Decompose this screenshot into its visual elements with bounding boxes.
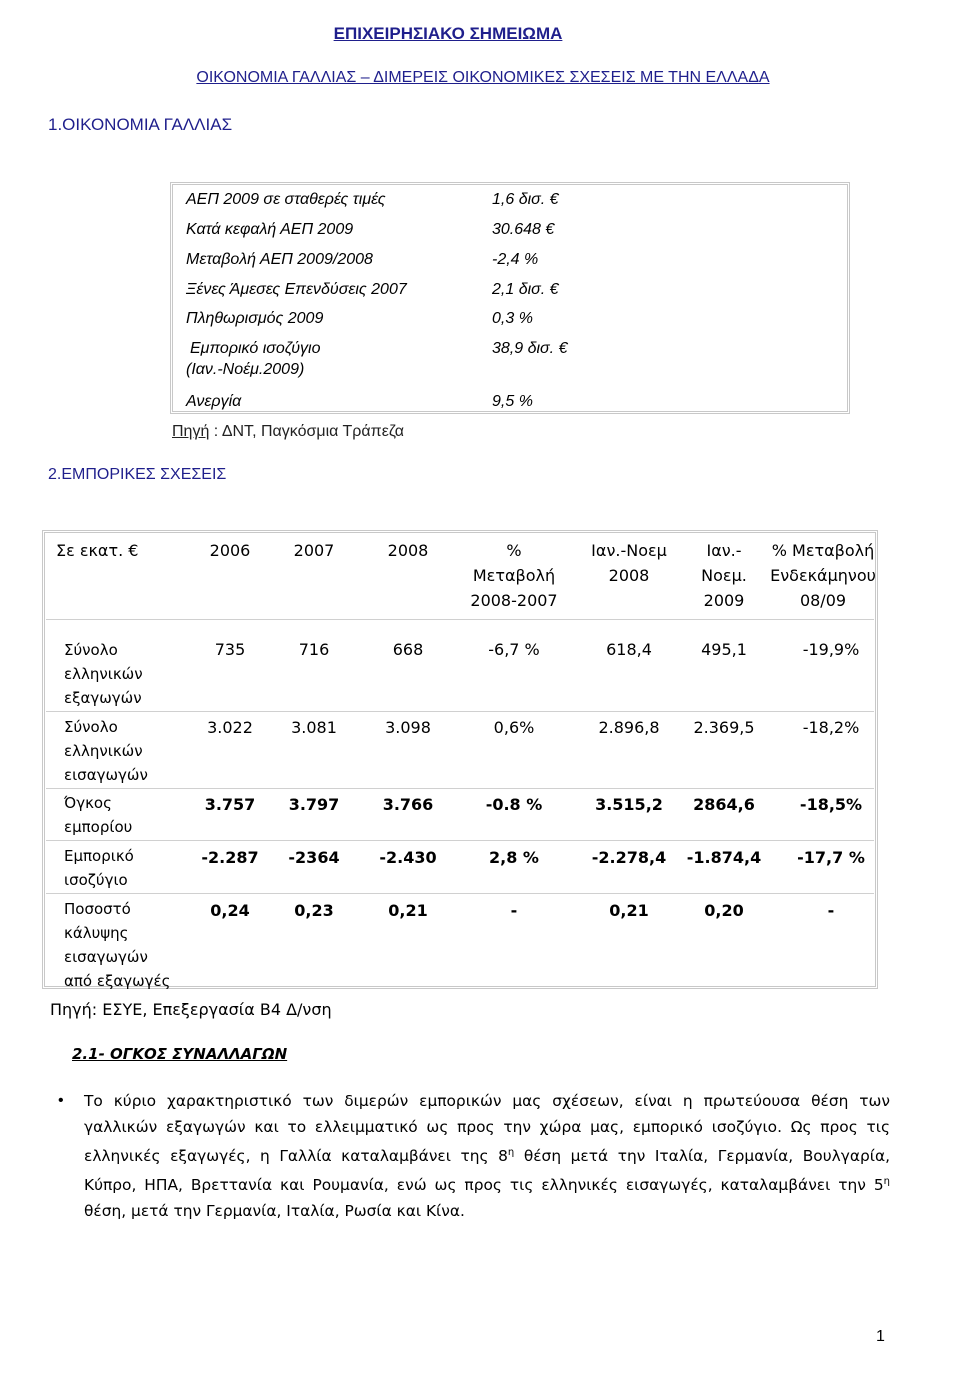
- table-cell: -2364: [288, 848, 340, 867]
- indicator-value: 2,1 δισ. €: [492, 281, 559, 298]
- table-cell: 0,20: [704, 901, 744, 920]
- section-2-1-heading: 2.1- ΟΓΚΟΣ ΣΥΝΑΛΛΑΓΩΝ: [72, 1045, 288, 1063]
- indicator-value: 1,6 δισ. €: [492, 191, 559, 208]
- header-11month-change: 08/09: [799, 591, 847, 610]
- indicator-label: Ανεργία: [186, 393, 242, 410]
- table-divider: [46, 619, 874, 620]
- table-divider: [46, 840, 874, 841]
- table-row-label: κάλυψης: [64, 924, 129, 942]
- table-row-label: ισοζύγιο: [64, 871, 128, 889]
- table-divider: [46, 711, 874, 712]
- section-2-1-paragraph: [84, 1088, 890, 1224]
- bullet-icon: •: [58, 1092, 64, 1109]
- header-pct-change: %: [506, 541, 522, 560]
- table-cell: 0,23: [294, 901, 334, 920]
- table-cell: 668: [392, 640, 424, 659]
- table-cell: 3.797: [288, 795, 340, 814]
- table-cell: 2,8 %: [489, 848, 539, 867]
- header-pct-change: Μεταβολή: [472, 566, 556, 585]
- table-cell: 2864,6: [693, 795, 755, 814]
- table-cell: -2.430: [379, 848, 437, 867]
- table-row-label: εισαγωγών: [64, 948, 148, 966]
- table-row-label: Σύνολο: [64, 641, 118, 659]
- page-number: 1: [876, 1328, 885, 1345]
- indicator-value: -2,4 %: [492, 251, 539, 268]
- table-cell: -17,7 %: [797, 848, 865, 867]
- paragraph-text: θέση μετά την Ιταλία, Γερμανία, Βουλγαρία, Κύπρο, ΗΠΑ, Βρεττανία και Ρουμανία, ενώ ως προς τις ελληνικές εισαγωγές, καταλαμβάνει την 5: [84, 1147, 890, 1195]
- table-cell: 3.022: [207, 718, 253, 737]
- header-unit: Σε εκατ. €: [56, 541, 139, 560]
- table-row-label: Εμπορικό: [64, 847, 134, 865]
- table-cell: 495,1: [701, 640, 747, 659]
- table-cell: -6,7 %: [488, 640, 540, 659]
- table-cell: 0,21: [609, 901, 649, 920]
- indicator-label: Ξένες Άμεσες Επενδύσεις 2007: [186, 281, 407, 298]
- table-cell: 0,21: [388, 901, 428, 920]
- header-2008: 2008: [387, 541, 429, 560]
- table-row-label: Όγκος: [64, 794, 112, 812]
- table-cell: -0.8 %: [485, 795, 543, 814]
- document-subtitle: ΟΙΚΟΝΟΜΙΑ ΓΑΛΛΙΑΣ – ΔΙΜΕΡΕΙΣ ΟΙΚΟΝΟΜΙΚΕΣ ΣΧΕΣΕΙΣ ΜΕ ΤΗΝ ΕΛΛΑΔΑ: [196, 69, 770, 86]
- header-2006: 2006: [209, 541, 251, 560]
- table-cell: -1.874,4: [686, 848, 762, 867]
- section-1-heading: 1.ΟΙΚΟΝΟΜΙΑ ΓΑΛΛΙΑΣ: [48, 115, 233, 134]
- indicators-source: [172, 423, 404, 441]
- indicator-label: (Ιαν.-Νοέμ.2009): [186, 361, 305, 378]
- table-row-label: εμπορίου: [64, 818, 133, 836]
- table-row-label: ελληνικών: [64, 742, 143, 760]
- table-cell: -19,9%: [802, 640, 860, 659]
- indicator-value: 30.648 €: [492, 221, 555, 238]
- source-text: : ΔΝΤ, Παγκόσμια Τράπεζα: [209, 423, 405, 440]
- ordinal-superscript: η: [883, 1176, 890, 1188]
- table-row-label: Σύνολο: [64, 718, 118, 736]
- header-pct-change: 2008-2007: [470, 591, 558, 610]
- document-title: ΕΠΙΧΕΙΡΗΣΙΑΚΟ ΣΗΜΕΙΩΜΑ: [333, 24, 563, 43]
- indicator-label: Κατά κεφαλή ΑΕΠ 2009: [186, 221, 354, 238]
- table-row-label: εισαγωγών: [64, 766, 148, 784]
- section-2-heading: 2.ΕΜΠΟΡΙΚΕΣ ΣΧΕΣΕΙΣ: [48, 466, 227, 483]
- table-cell: 3.766: [382, 795, 434, 814]
- indicator-label: Πληθωρισμός 2009: [186, 310, 324, 327]
- table-cell: 3.757: [204, 795, 256, 814]
- table-cell: 0,24: [210, 901, 250, 920]
- ordinal-superscript: η: [507, 1147, 515, 1158]
- indicator-label: ΑΕΠ 2009 σε σταθερές τιμές: [186, 191, 386, 208]
- indicator-label: Εμπορικό ισοζύγιο: [190, 340, 321, 357]
- header-jan-nov-2009: Ιαν.-: [706, 541, 742, 560]
- header-jan-nov-2008: Ιαν.-Νοεμ: [591, 541, 667, 560]
- header-jan-nov-2009: 2009: [703, 591, 745, 610]
- header-2007: 2007: [293, 541, 335, 560]
- table-cell: -2.287: [201, 848, 259, 867]
- table-cell: -2.278,4: [591, 848, 667, 867]
- table-cell: -18,5%: [799, 795, 863, 814]
- header-jan-nov-2009: Νοεμ.: [701, 566, 747, 585]
- indicator-label: Μεταβολή ΑΕΠ 2009/2008: [186, 251, 373, 268]
- table-cell: 2.896,8: [598, 718, 660, 737]
- table-row-label: ελληνικών: [64, 665, 143, 683]
- table-cell: -: [510, 901, 518, 920]
- indicator-value: 38,9 δισ. €: [492, 340, 568, 357]
- source-label: Πηγή: [172, 423, 210, 440]
- indicator-value: 0,3 %: [492, 310, 533, 327]
- table-cell: -: [827, 901, 835, 920]
- header-11month-change: Ενδεκάμηνου: [770, 566, 876, 585]
- table-divider: [46, 893, 874, 894]
- table-cell: 2.369,5: [693, 718, 755, 737]
- trade-table-source: Πηγή: ΕΣΥΕ, Επεξεργασία Β4 Δ/νση: [50, 1000, 332, 1019]
- table-row-label: εξαγωγών: [64, 689, 142, 707]
- table-row-label: από εξαγωγές: [64, 972, 171, 990]
- table-cell: 3.081: [291, 718, 337, 737]
- paragraph-text: Το κύριο χαρακτηριστικό των διμερών εμπορικών μας σχέσεων, είναι η πρωτεύουσα θέση των γαλλικών εξαγωγών και το ελλειμματικό ως προς την χώρα μας, εμπορικό ισοζύγιο. Ως προς τις ελληνικές εξαγωγές, η Γαλλία καταλαμβάνει της 8: [84, 1092, 890, 1166]
- table-cell: 716: [298, 640, 330, 659]
- table-cell: 618,4: [606, 640, 652, 659]
- indicator-value: 9,5 %: [492, 393, 533, 410]
- table-cell: 0,6%: [493, 718, 535, 737]
- paragraph-text: θέση, μετά την Γερμανία, Ιταλία, Ρωσία και Κίνα.: [84, 1202, 465, 1221]
- header-11month-change: % Μεταβολή: [771, 541, 875, 560]
- table-cell: 3.098: [385, 718, 431, 737]
- table-row-label: Ποσοστό: [64, 900, 131, 918]
- table-divider: [46, 788, 874, 789]
- table-cell: 735: [214, 640, 246, 659]
- table-cell: 3.515,2: [595, 795, 663, 814]
- header-jan-nov-2008: 2008: [608, 566, 650, 585]
- table-cell: -18,2%: [802, 718, 860, 737]
